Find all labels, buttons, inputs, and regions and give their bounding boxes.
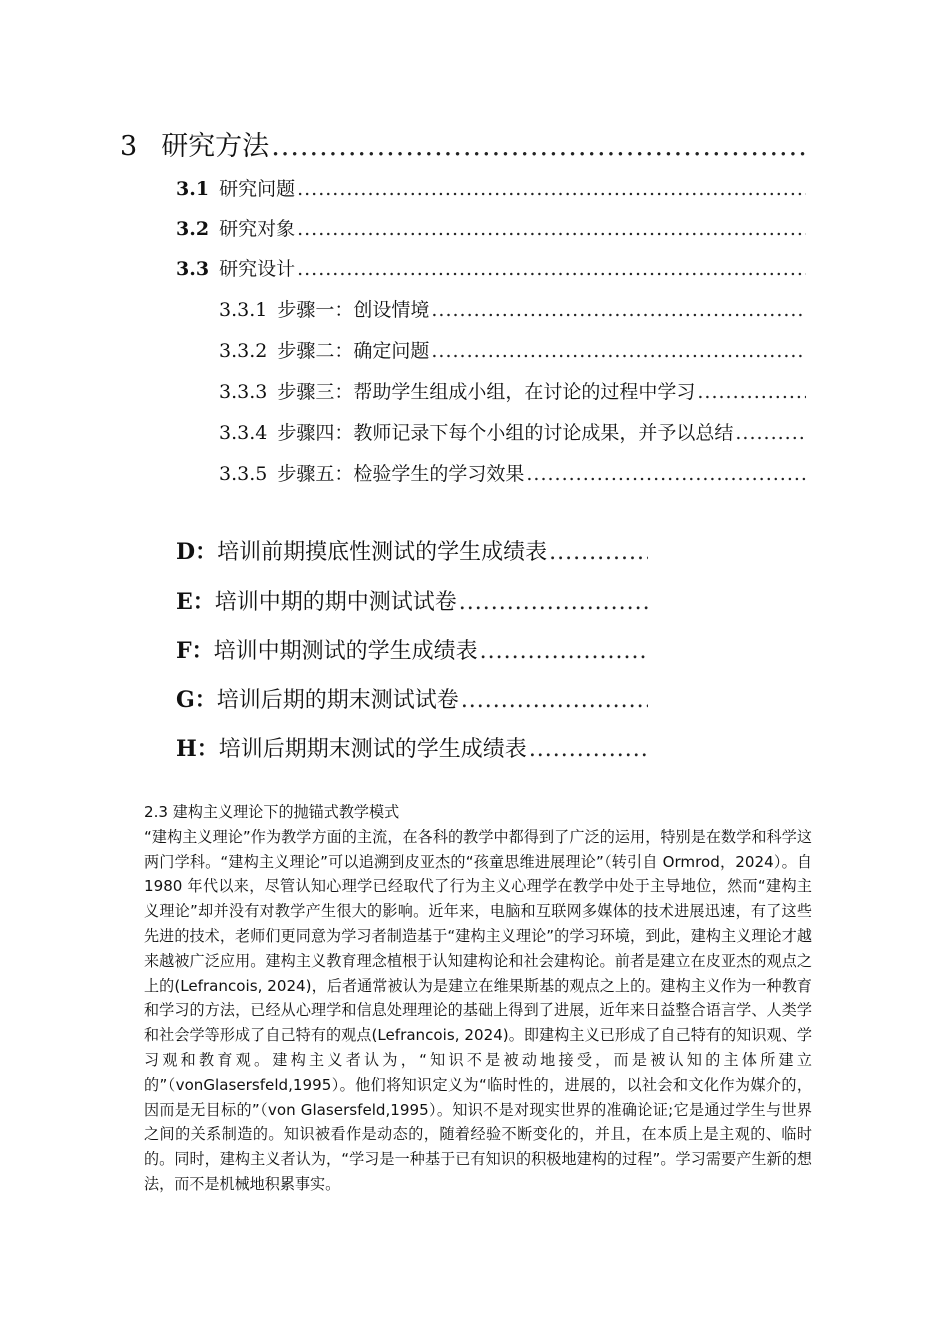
toc-section-3-1 bbox=[176, 174, 806, 201]
toc-subsection-number: 3.3.5 bbox=[219, 463, 268, 485]
toc-subsection-title: 步骤二：确定问题 bbox=[277, 340, 430, 362]
toc-appendix-title: 培训后期期末测试的学生成绩表 bbox=[218, 737, 527, 762]
article-section bbox=[144, 800, 812, 1197]
toc-appendix-letter: D： bbox=[176, 539, 218, 565]
toc-section-3-2 bbox=[176, 214, 806, 241]
toc-subsection-number: 3.3.4 bbox=[219, 422, 268, 444]
toc-subsection-3-3-4 bbox=[219, 418, 806, 445]
toc-leader-dots bbox=[549, 540, 648, 565]
toc-leader-dots bbox=[526, 463, 806, 485]
toc-appendix-e bbox=[176, 585, 648, 616]
toc-appendix-letter: E： bbox=[176, 589, 215, 615]
toc-chapter-title: 研究方法 bbox=[161, 131, 270, 162]
toc-subsection-title: 步骤一：创设情境 bbox=[277, 299, 430, 321]
section-heading: 2.3 建构主义理论下的抛锚式教学模式 bbox=[144, 803, 400, 821]
toc-leader-dots bbox=[735, 422, 806, 444]
toc-appendix-h bbox=[176, 732, 648, 763]
toc-leader-dots bbox=[480, 639, 648, 664]
toc-section-3-3 bbox=[176, 254, 806, 281]
toc-subsection-3-3-3 bbox=[219, 377, 806, 404]
toc-appendix-title: 培训后期的期末测试试卷 bbox=[216, 688, 459, 713]
toc-leader-dots bbox=[459, 590, 648, 615]
toc-section-title: 研究对象 bbox=[219, 218, 296, 240]
toc-subsection-number: 3.3.3 bbox=[219, 381, 268, 403]
toc-subsection-number: 3.3.2 bbox=[219, 340, 268, 362]
toc-leader-dots bbox=[461, 688, 648, 713]
toc-section-title: 研究问题 bbox=[219, 178, 296, 200]
toc-leader-dots bbox=[297, 218, 806, 240]
toc-section-number: 3.3 bbox=[176, 258, 210, 280]
toc-appendix-letter: F： bbox=[176, 638, 214, 664]
toc-leader-dots bbox=[271, 131, 806, 162]
toc-appendix-title: 培训中期的期中测试试卷 bbox=[214, 590, 457, 615]
toc-subsection-3-3-1 bbox=[219, 295, 806, 322]
toc-appendix-f bbox=[176, 634, 648, 665]
toc-subsection-title: 步骤三：帮助学生组成小组，在讨论的过程中学习 bbox=[277, 381, 696, 403]
toc-appendix-title: 培训前期摸底性测试的学生成绩表 bbox=[217, 540, 548, 565]
toc-subsection-title: 步骤四：教师记录下每个小组的讨论成果，并予以总结 bbox=[277, 422, 734, 444]
toc-subsection-title: 步骤五：检验学生的学习效果 bbox=[277, 463, 525, 485]
toc-subsection-number: 3.3.1 bbox=[219, 299, 268, 321]
toc-subsection-3-3-2 bbox=[219, 336, 806, 363]
toc-leader-dots bbox=[697, 381, 806, 403]
toc-appendix-g bbox=[176, 683, 648, 714]
body-paragraph: “建构主义理论”作为教学方面的主流，在各科的教学中都得到了广泛的运用，特别是在数学和科学这两门学科。“建构主义理论”可以追溯到皮亚杰的“孩童思维进展理论”（转引自 Ormrod，2024）。自 1980 年代以来，尽管认知心理学已经取代了行为主义心理学在教学中处于主导地位，然而“建构主义理论”却并没有对教学产生很大的影响。近年来，电脑和互联网多媒体的技术进展迅速，有了这些先进的技术，老师们更同意为学习者制造基于“建构主义理论”的学习环境，到此，建构主义理论才越来越被广泛应用。建构主义教育理念植根于认知建构论和社会建构论。前者是建立在皮亚杰的观点之上的(Lefrancois, 2024)，后者通常被认为是建立在维果斯基的观点之上的。建构主义作为一种教育和学习的方法，已经从心理学和信息处理理论的基础上得到了进展，近年来日益整合语言学、人类学和社会学等形成了自己特有的观点(Lefrancois, 2024)。即建构主义已形成了自己特有的知识观、学习观和教育观。建构主义者认为，“知识不是被动地接受，而是被认知的主体所建立的”（vonGlasersfeld,1995）。他们将知识定义为“临时性的，进展的，以社会和文化作为媒介的，因而是无目标的”（von Glasersfeld,1995）。知识不是对现实世界的准确论证;它是通过学生与世界之间的关系制造的。知识被看作是动态的，随着经验不断变化的，并且，在本质上是主观的、临时的。同时，建构主义者认为，“学习是一种基于已有知识的积极地建构的过程”。学习需要产生新的想法，而不是机械地积累事实。 bbox=[144, 827, 812, 1193]
toc-leader-dots bbox=[297, 178, 806, 200]
toc-section-number: 3.2 bbox=[176, 218, 210, 240]
toc-chapter-number: 3 bbox=[120, 131, 138, 162]
toc-appendix-title: 培训中期测试的学生成绩表 bbox=[213, 639, 478, 664]
toc-leader-dots bbox=[431, 340, 806, 362]
toc-leader-dots bbox=[529, 737, 648, 762]
toc-appendix-letter: G： bbox=[176, 687, 217, 713]
toc-subsection-3-3-5 bbox=[219, 459, 806, 486]
toc-chapter-3 bbox=[120, 124, 806, 163]
toc-leader-dots bbox=[431, 299, 806, 321]
toc-appendix-d bbox=[176, 535, 648, 566]
toc-leader-dots bbox=[297, 258, 806, 280]
toc-appendix-letter: H： bbox=[176, 736, 219, 762]
toc-section-title: 研究设计 bbox=[219, 258, 296, 280]
toc-section-number: 3.1 bbox=[176, 178, 210, 200]
